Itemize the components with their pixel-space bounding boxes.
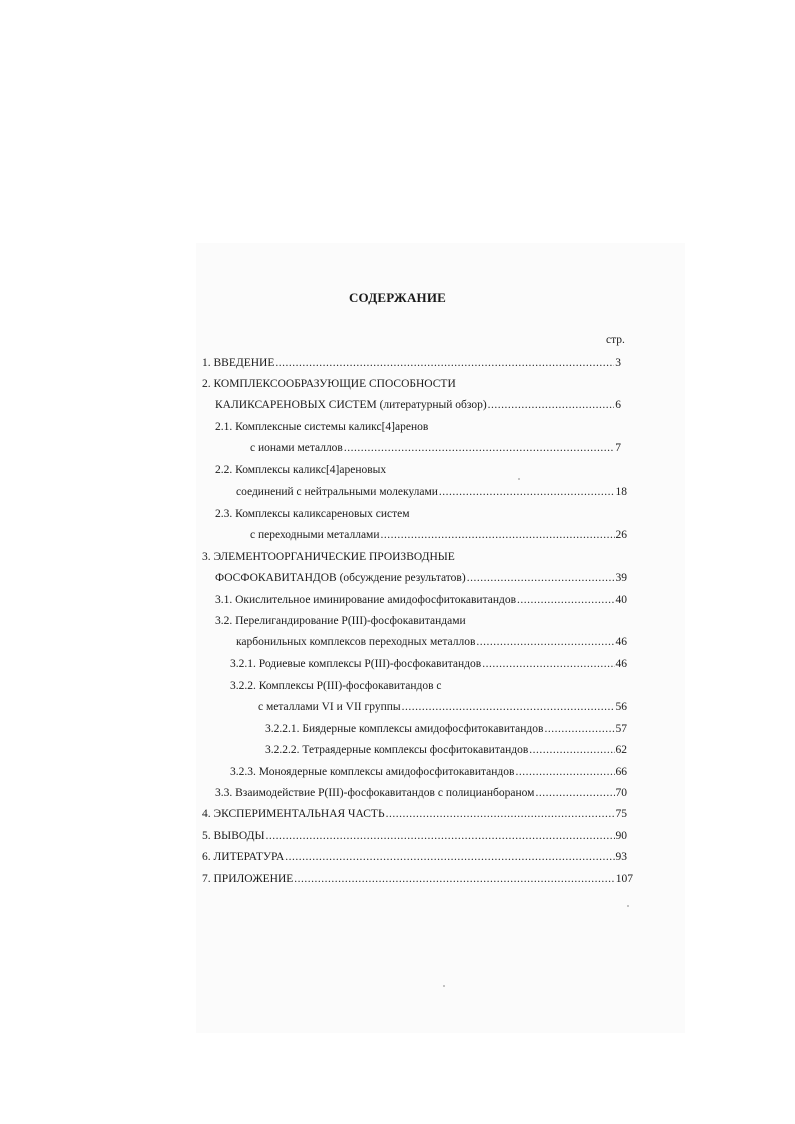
toc-entry-3-2-2-title <box>230 678 442 694</box>
toc-entry-3-2-3 <box>230 764 627 780</box>
toc-entry-chapter-2-title <box>202 376 456 392</box>
toc-entry-2-1-title <box>215 419 428 435</box>
toc-entry-page: 62 <box>615 744 627 756</box>
toc-entry-page: 46 <box>615 658 627 670</box>
toc-entry-text: 3.2. Перелигандирование Р(III)-фосфокавитандами <box>215 615 466 627</box>
toc-entry-text: 3.2.1. Родиевые комплексы Р(III)-фосфокавитандов <box>230 658 482 670</box>
toc-entry-page: 56 <box>615 701 627 713</box>
toc-entry-page: 66 <box>615 766 627 778</box>
dot-leader <box>380 527 614 543</box>
toc-entry-text: 3. ЭЛЕМЕНТООРГАНИЧЕСКИЕ ПРОИЗВОДНЫЕ <box>202 551 455 563</box>
toc-entry-2-2 <box>236 484 627 500</box>
toc-entry-3-2-2-1 <box>265 721 627 737</box>
toc-entry-text: с переходными металлами <box>250 529 380 541</box>
toc-entry-page: 26 <box>615 529 627 541</box>
page-title: СОДЕРЖАНИЕ <box>348 290 447 305</box>
toc-entry-page: 18 <box>615 486 627 498</box>
toc-entry-chapter-7 <box>202 871 633 887</box>
page-number-column-label: стр. <box>606 334 625 346</box>
toc-entry-chapter-6 <box>202 849 627 865</box>
toc-entry-text: 2. КОМПЛЕКСООБРАЗУЮЩИЕ СПОСОБНОСТИ <box>202 378 456 390</box>
dot-leader <box>285 849 614 865</box>
toc-entry-text: 6. ЛИТЕРАТУРА <box>202 851 285 863</box>
dot-leader <box>535 785 614 801</box>
dot-leader <box>294 871 614 887</box>
dot-leader <box>386 806 615 822</box>
dot-leader <box>515 764 614 780</box>
toc-entry-text: 2.2. Комплексы каликс[4]ареновых <box>215 464 387 476</box>
toc-entry-3-2-2 <box>258 699 627 715</box>
dot-leader <box>402 699 615 715</box>
dot-leader <box>476 634 614 650</box>
toc-entry-chapter-3 <box>215 570 627 586</box>
toc-entry-3-3 <box>215 785 627 801</box>
toc-entry-chapter-5 <box>202 828 627 844</box>
toc-entry-2-3-title <box>215 506 410 522</box>
dot-leader <box>517 592 614 608</box>
toc-entry-text: ФОСФОКАВИТАНДОВ (обсуждение результатов) <box>215 572 466 584</box>
toc-entry-text: 7. ПРИЛОЖЕНИЕ <box>202 873 294 885</box>
toc-entry-page: 39 <box>615 572 627 584</box>
dot-leader <box>344 440 614 456</box>
dot-leader <box>544 721 614 737</box>
toc-entry-3-2 <box>236 634 627 650</box>
toc-entry-page: 90 <box>615 830 627 842</box>
toc-entry-2-2-title <box>215 462 386 478</box>
toc-entry-chapter-3-title <box>202 549 455 565</box>
toc-entry-text: 3.2.2. Комплексы Р(III)-фосфокавитандов с <box>230 680 442 692</box>
toc-entry-text: с ионами металлов <box>250 442 343 454</box>
toc-entry-text: 2.3. Комплексы каликсареновых систем <box>215 508 410 520</box>
dot-leader <box>467 570 615 586</box>
dot-leader <box>275 355 614 371</box>
dot-leader <box>529 742 614 758</box>
dot-leader <box>482 656 614 672</box>
toc-entry-page: 46 <box>615 636 627 648</box>
toc-entry-text: карбонильных комплексов переходных металлов <box>236 636 476 648</box>
toc-entry-text: 3.2.3. Моноядерные комплексы амидофосфитокавитандов <box>230 766 515 778</box>
toc-entry-text: 2.1. Комплексные системы каликс[4]аренов <box>215 421 429 433</box>
toc-entry-page: 40 <box>615 594 627 606</box>
toc-entry-text: с металлами VI и VII группы <box>258 701 401 713</box>
toc-entry-text: соединений с нейтральными молекулами <box>236 486 438 498</box>
toc-entry-chapter-2 <box>215 397 621 413</box>
dot-leader <box>439 484 615 500</box>
toc-entry-page: 75 <box>615 808 627 820</box>
toc-entry-page: 70 <box>615 787 627 799</box>
toc-entry-2-1 <box>250 440 621 456</box>
toc-entry-page: 93 <box>615 851 627 863</box>
toc-entry-page: 57 <box>615 723 627 735</box>
toc-entry-page: 6 <box>615 399 621 411</box>
toc-entry-text: 4. ЭКСПЕРИМЕНТАЛЬНАЯ ЧАСТЬ <box>202 808 385 820</box>
scan-speck <box>518 478 520 480</box>
toc-entry-text: КАЛИКСАРЕНОВЫХ СИСТЕМ (литературный обзор) <box>215 399 487 411</box>
toc-entry-text: 3.1. Окислительное иминирование амидофосфитокавитандов <box>215 594 517 606</box>
toc-entry-introduction <box>202 355 621 371</box>
toc-entry-text: 3.2.2.1. Биядерные комплексы амидофосфитокавитандов <box>265 723 544 735</box>
toc-entry-2-3 <box>250 527 627 543</box>
toc-entry-page: 3 <box>615 357 621 369</box>
scan-speck <box>443 985 445 987</box>
toc-entry-3-2-2-2 <box>265 742 627 758</box>
dot-leader <box>488 397 615 413</box>
toc-entry-3-2-1 <box>230 656 627 672</box>
toc-entry-3-2-title <box>215 613 466 629</box>
toc-entry-3-1 <box>215 592 627 608</box>
scan-speck <box>627 905 629 907</box>
toc-entry-page: 107 <box>615 873 633 885</box>
dot-leader <box>265 828 614 844</box>
toc-entry-text: 1. ВВЕДЕНИЕ <box>202 357 275 369</box>
toc-entry-text: 5. ВЫВОДЫ <box>202 830 265 842</box>
toc-entry-chapter-4 <box>202 806 627 822</box>
toc-entry-text: 3.3. Взаимодействие Р(III)-фосфокавитандов с полицианбораном <box>215 787 535 799</box>
toc-entry-page: 7 <box>615 442 621 454</box>
toc-entry-text: 3.2.2.2. Тетраядерные комплексы фосфитокавитандов <box>265 744 529 756</box>
